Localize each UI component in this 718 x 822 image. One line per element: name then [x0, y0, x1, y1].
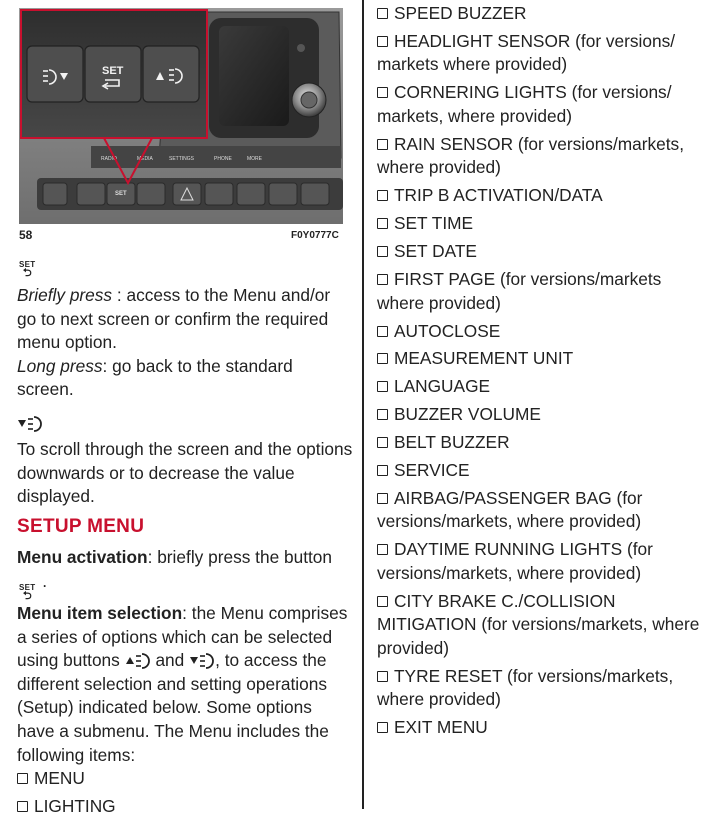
- menu-item: HEADLIGHT SENSOR (for versions/ markets where provided): [377, 30, 676, 75]
- menu-item: EXIT MENU: [377, 716, 712, 740]
- checkbox-bullet-icon: [377, 722, 388, 733]
- up-light-icon: [125, 652, 151, 670]
- screen-label-phone: PHONE: [214, 156, 232, 162]
- checkbox-bullet-icon: [377, 437, 388, 448]
- menu-selection-text-2: , to access the different selection and setting operations (Setup) indicated below. Some options have a submenu. The Menu includes the following items:: [17, 650, 329, 765]
- set-inline-icon: SET ⮌: [19, 582, 36, 602]
- section-title: SETUP MENU: [17, 515, 145, 537]
- dashboard-figure: [19, 8, 343, 224]
- checkbox-bullet-icon: [377, 326, 388, 337]
- menu-item: MENU: [17, 767, 353, 791]
- menu-activation-text: : briefly press the button: [147, 547, 333, 568]
- checkbox-bullet-icon: [377, 87, 388, 98]
- checkbox-bullet-icon: [377, 381, 388, 392]
- long-press-text: : go back to the standard screen.: [17, 355, 293, 400]
- checkbox-bullet-icon: [377, 8, 388, 19]
- checkbox-bullet-icon: [377, 36, 388, 47]
- left-column: [17, 256, 353, 822]
- brief-press-text: : access to the Menu and/or go to next screen or confirm the required menu option.: [17, 285, 331, 353]
- zoom-set-label: SET: [102, 65, 124, 77]
- checkbox-bullet-icon: [377, 139, 388, 150]
- right-column: [377, 2, 712, 744]
- menu-item: CITY BRAKE C./COLLISION MITIGATION (for versions/markets, where provided): [377, 590, 700, 658]
- brief-press-paragraph: [17, 284, 353, 355]
- checkbox-bullet-icon: [377, 274, 388, 285]
- menu-selection-label: Menu item selection: [17, 602, 183, 623]
- menu-item: LANGUAGE: [377, 375, 712, 399]
- brief-press-label: Briefly press: [17, 285, 113, 305]
- down-light-inline-icon: [189, 652, 215, 670]
- menu-item: SET TIME: [377, 212, 712, 236]
- menu-selection-paragraph: [17, 602, 353, 767]
- menu-item: LIGHTING: [17, 795, 353, 819]
- menu-item: MEASUREMENT UNIT: [377, 347, 712, 371]
- menu-selection-text-1: : the Menu comprises a series of options which can be selected using buttons: [17, 602, 348, 671]
- screen-label-more: MORE: [247, 156, 262, 162]
- checkbox-bullet-icon: [377, 596, 388, 607]
- checkbox-bullet-icon: [17, 773, 28, 784]
- menu-item: RAIN SENSOR (for versions/markets, where provided): [377, 133, 685, 178]
- menu-activation-paragraph: Menu activation: briefly press the button SET ⮌ .: [17, 547, 333, 602]
- figure-code: F0Y0777C: [291, 230, 339, 241]
- menu-item: FIRST PAGE (for versions/markets where provided): [377, 269, 662, 313]
- menu-item: TRIP B ACTIVATION/DATA: [377, 184, 712, 208]
- column-divider: [362, 0, 364, 809]
- set-button-icon: SET ⮌: [19, 260, 36, 279]
- checkbox-bullet-icon: [377, 218, 388, 229]
- menu-item: SERVICE: [377, 459, 712, 483]
- menu-item: BUZZER VOLUME: [377, 403, 712, 427]
- menu-item: SET DATE: [377, 240, 712, 264]
- menu-activation-label: Menu activation: [17, 547, 148, 568]
- checkbox-bullet-icon: [17, 801, 28, 812]
- menu-item: DAYTIME RUNNING LIGHTS (for versions/markets, where provided): [377, 539, 653, 583]
- long-press-label: Long press: [17, 355, 103, 376]
- checkbox-bullet-icon: [377, 353, 388, 364]
- menu-item: TYRE RESET (for versions/markets, where provided): [377, 665, 674, 710]
- screen-label-radio: RADIO: [101, 156, 117, 162]
- long-press-paragraph: [17, 355, 353, 402]
- screen-label-media: MEDIA: [137, 156, 153, 162]
- menu-item: SPEED BUZZER: [377, 2, 712, 26]
- set-button-heading: [17, 256, 353, 284]
- figure-number: 58: [19, 228, 33, 242]
- checkbox-bullet-icon: [377, 190, 388, 201]
- checkbox-bullet-icon: [377, 493, 388, 504]
- menu-item: CORNERING LIGHTS (for versions/ markets, where provided): [377, 82, 672, 126]
- down-button-heading: [17, 410, 353, 438]
- down-light-icon: [17, 415, 43, 433]
- checkbox-bullet-icon: [377, 465, 388, 476]
- menu-selection-and: and: [155, 650, 185, 671]
- menu-item: BELT BUZZER: [377, 431, 712, 455]
- menu-item: AIRBAG/PASSENGER BAG (for versions/markets, where provided): [377, 487, 643, 532]
- checkbox-bullet-icon: [377, 246, 388, 257]
- checkbox-bullet-icon: [377, 671, 388, 682]
- checkbox-bullet-icon: [377, 409, 388, 420]
- down-button-text: To scroll through the screen and the options downwards or to decrease the value displayed.: [17, 438, 353, 507]
- small-set-label: SET: [115, 191, 127, 197]
- checkbox-bullet-icon: [377, 544, 388, 555]
- screen-label-settings: SETTINGS: [169, 156, 195, 162]
- menu-item: AUTOCLOSE: [377, 320, 712, 344]
